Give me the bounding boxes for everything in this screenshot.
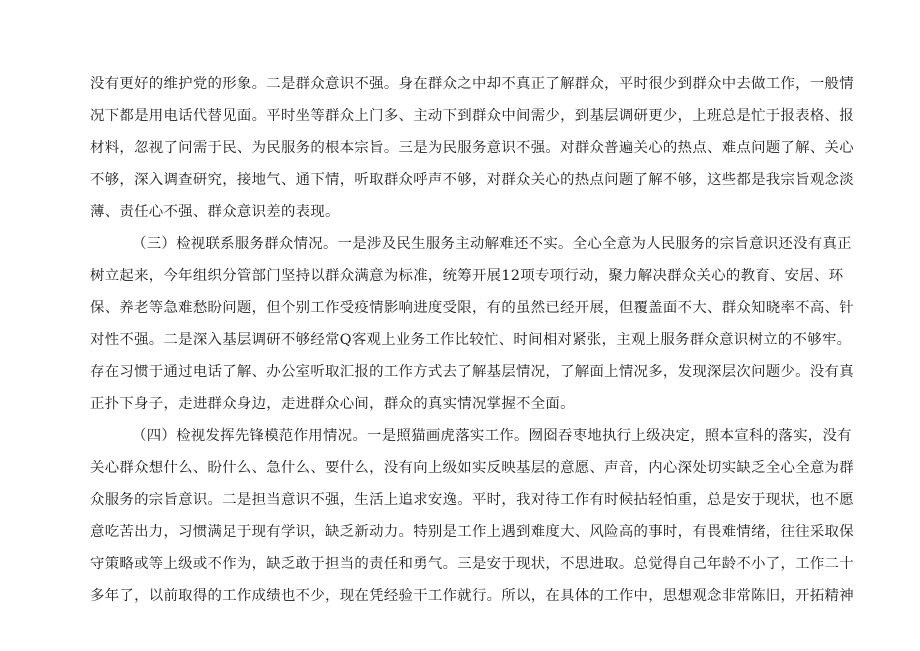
text-line: 关心群众想什么、盼什么、急什么、要什么，没有向上级如实反映基层的意愿、声音，内心深处切实缺乏全心全意为群 [90, 460, 854, 476]
text-line: 多年了，以前取得的工作成绩也不少，现在凭经验干工作就行。所以，在具体的工作中，思想观念非常陈旧，开拓精神 [90, 588, 854, 604]
text-line: 对性不强。二是深入基层调研不够经常Q客观上业务工作比较忙、时间相对紧张，主观上服务群众意识树立的不够牢。 [90, 332, 852, 348]
text-line: 保、养老等急难愁盼问题，但个别工作受疫情影响进度受限，有的虽然已经开展，但覆盖面不大、群众知晓率不高、针 [90, 300, 854, 316]
text-line: 薄、责任心不强、群众意识差的表现。 [90, 204, 340, 220]
text-line: 况下都是用电话代替见面。平时坐等群众上门多、主动下到群众中间需少，到基层调研更少，上班总是忙于报表格、报 [90, 108, 854, 124]
text-line: 意吃苦出力，习惯满足于现有学识，缺乏新动力。特别是工作上遇到难度大、风险高的事时，有畏难情绪，往往采取保 [90, 524, 854, 540]
text-line: 不够，深入调查研究，接地气、通下情，听取群众呼声不够，对群众关心的热点问题了解不够，这些都是我宗旨观念淡 [90, 172, 854, 188]
text-line: 正扑下身子，走进群众身边，走进群众心间，群众的真实情况掌握不全面。 [90, 396, 575, 412]
paragraph-heading-line: （四）检视发挥先锋模范作用情况。一是照猫画虎落实工作。囫囵吞枣地执行上级决定，照本宣科的落实，没有 [132, 428, 852, 444]
paragraph-heading-line: （三）检视联系服务群众情况。一是涉及民生服务主动解难还不实。全心全意为人民服务的宗旨意识还没有真正 [132, 236, 852, 252]
text-line: 材料，忽视了问需于民、为民服务的根本宗旨。三是为民服务意识不强。对群众普遍关心的热点、难点问题了解、关心 [90, 140, 854, 156]
text-line: 树立起来，今年组织分管部门坚持以群众满意为标准，统筹开展12项专项行动，聚力解决群众关心的教育、安居、环 [90, 268, 844, 284]
text-line: 存在习惯于通过电话了解、办公室听取汇报的工作方式去了解基层情况，了解面上情况多，发现深层次问题少。没有真 [90, 364, 854, 380]
text-line: 没有更好的维护党的形象。二是群众意识不强。身在群众之中却不真正了解群众，平时很少到群众中去做工作，一般情 [90, 76, 854, 92]
text-line: 众服务的宗旨意识。二是担当意识不强，生活上追求安逸。平时，我对待工作有时候拈轻怕重，总是安于现状，也不愿 [90, 492, 854, 508]
text-line: 守策略或等上级或不作为，缺乏敢于担当的责任和勇气。三是安于现状，不思进取。总觉得自己年龄不小了，工作二十 [90, 556, 854, 572]
